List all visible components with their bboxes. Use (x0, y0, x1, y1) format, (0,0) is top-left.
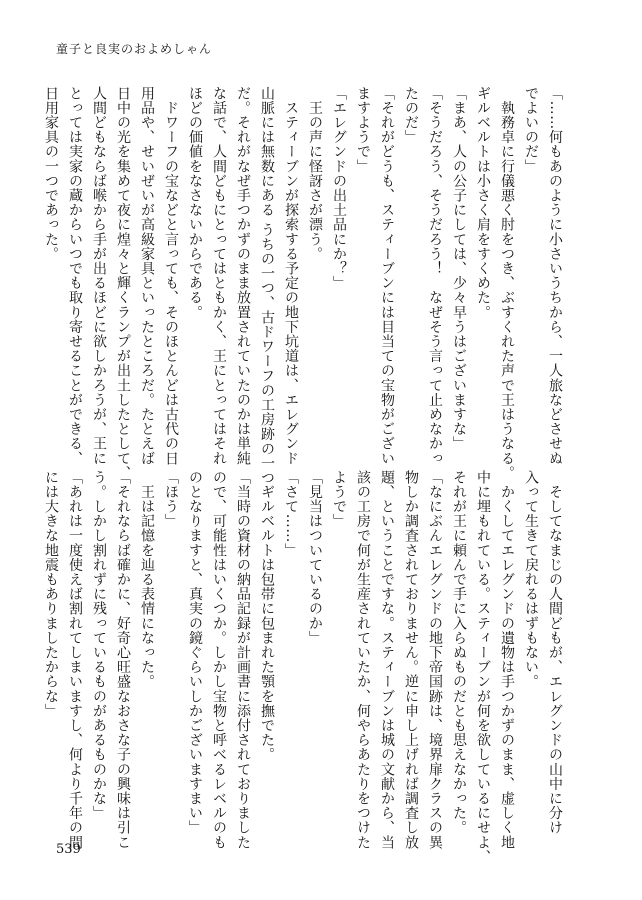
text-line: 山脈には無数にある うちの一つ、古ドワーフの工房跡の一つ (259, 86, 275, 486)
text-line: スティーブンが探索する予定の地下坑道は、エレグンド (283, 86, 299, 466)
page-number: 539 (56, 842, 81, 857)
text-line: 「……何もあのように小さいうちから、一人旅などさせぬ (547, 86, 563, 466)
text-line: 物しか調査されておりません。逆に申し上げれば調査し放 (403, 470, 419, 850)
text-line: かくしてエレグンドの遺物は手つかずのまま、虚しく地 (499, 470, 515, 850)
text-line: それが王に頼んで手に入らぬものだとも思えなかった。 (451, 470, 467, 835)
text-line: な話で、人間どもにとってはともかく、王にとってはそれ (211, 86, 227, 466)
text-line: 「それがどうも、スティーブンには目当ての宝物がござい (379, 86, 395, 466)
text-line: ますようで」 (355, 86, 371, 174)
text-line: 中に埋もれている。スティーブンが何を欲しているにせよ、 (475, 470, 491, 865)
text-line: 「まあ、人の公子にしては、少々早うはございますな」 (451, 86, 467, 451)
text-line: 該の工房で何が生産されていたか、何やらあたりをつけた (355, 470, 371, 850)
text-line: 日中の光を集めて夜に煌々と輝くランプが出土したとして、 (115, 86, 131, 481)
text-line: う。しかし割れずに残っているものがあるものかな」 (91, 470, 107, 821)
text-line: 「そうだろう、そうだろう！ なぜそう言って止めなかっ (427, 86, 443, 466)
text-line: 「当時の資材の納品記録が計画書に添付されておりました (235, 470, 251, 850)
text-line: でよいのだ」 (523, 86, 539, 174)
text-line: 題、ということですな。スティーブンは城の文献から、当 (379, 470, 395, 850)
text-line: そしてなまじの人間どもが、エレグンドの山中に分け (547, 470, 563, 835)
text-line: 王は記憶を辿る表情になった。 (139, 470, 155, 689)
text-line: たのだ」 (403, 86, 419, 145)
text-line: だ。それがなぜ手つかずのまま放置されていたのかは単純 (235, 86, 251, 466)
text-line: のとなりますと、真実の鏡ぐらいしかございますまい」 (187, 470, 203, 835)
text-line: 「なにぶんエレグンドの地下帝国跡は、境界扉クラスの異 (427, 470, 443, 850)
text-line: には大きな地震もありましたからな」 (43, 470, 59, 719)
text-line: 人間どもならば喉から手が出るほどに欲しかろうが、王に (91, 86, 107, 466)
text-line: 「見当はついているのか」 (307, 470, 323, 646)
text-line: 「あれは一度使えば割れてしまいますし、何より千年の間 (67, 470, 83, 850)
text-line: 執務卓に行儀悪く肘をつき、ぶすくれた声で王はうなる。 (499, 86, 515, 481)
running-title: 童子と良実のおよめしゃん (56, 42, 213, 56)
text-line: 「ほう」 (163, 470, 179, 529)
text-line: 日用家具の一つであった。 (43, 86, 59, 262)
text-line: 王の声に怪訝さが漂う。 (307, 86, 323, 262)
text-line: ギルベルトは小さく肩をすくめた。 (475, 86, 491, 320)
text-line: 「さて……」 (283, 470, 299, 558)
text-line: 用品や、せいぜいが高級家具といったところだ。たとえば (139, 86, 155, 466)
text-block-top (43, 86, 567, 486)
text-line: 入って生きて戻れるはずもない。 (523, 470, 539, 689)
text-line: ので、可能性はいくつか。しかし宝物と呼べるレベルのも (211, 470, 227, 850)
text-line: ドワーフの宝などと言っても、そのほとんどは古代の日 (163, 86, 179, 466)
text-line: ようで」 (331, 470, 347, 529)
text-line: とっては実家の蔵からいつでも取り寄せることができる、 (67, 86, 83, 466)
text-line: 「それならば確かに、好奇心旺盛なおさな子の興味は引こ (115, 470, 131, 850)
text-line: ギルベルトは包帯に包まれた顎を撫でた。 (259, 470, 275, 762)
text-line: ほどの価値をなさないからである。 (187, 86, 203, 320)
text-line: 「エレグンドの出土品にか？」 (331, 86, 347, 291)
